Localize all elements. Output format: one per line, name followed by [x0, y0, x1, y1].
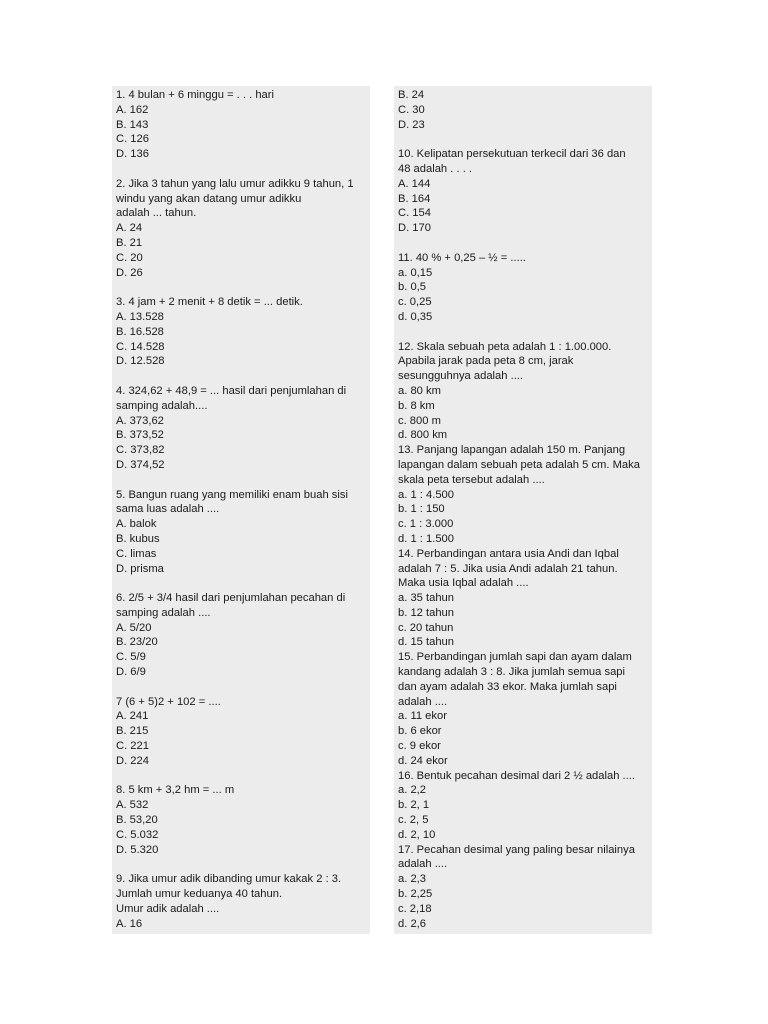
- answer-option: d. 800 km: [398, 429, 448, 442]
- answer-option: D. 6/9: [116, 666, 146, 679]
- answer-option: C. 154: [398, 207, 431, 220]
- blank-line: [398, 236, 648, 251]
- answer-option: B. 373,52: [116, 429, 164, 442]
- text-line: adalah ....: [398, 695, 448, 708]
- question-text: 8. 5 km + 3,2 hm = ... m: [116, 784, 235, 797]
- answer-option: b. 8 km: [398, 399, 435, 412]
- answer-option: D. 5.320: [116, 843, 159, 856]
- answer-option: c. 1 : 3.000: [398, 518, 454, 531]
- answer-option: A. 532: [116, 799, 149, 812]
- answer-option: A. 13.528: [116, 310, 164, 323]
- blank-line: [116, 280, 366, 295]
- question-text: 15. Perbandingan jumlah sapi dan ayam dalam: [398, 651, 632, 664]
- answer-option: b. 0,5: [398, 281, 426, 294]
- text-line: skala peta tersebut adalah ....: [398, 473, 545, 486]
- question-text: 48 adalah . . . .: [398, 162, 473, 175]
- answer-option: A. 16: [116, 917, 143, 930]
- answer-option: A. 241: [116, 710, 149, 723]
- question-text: 12. Skala sebuah peta adalah 1 : 1.00.000.: [398, 340, 612, 353]
- answer-option: d. 2,6: [398, 917, 426, 930]
- text-line: lapangan dalam sebuah peta adalah 5 cm. Maka: [398, 458, 640, 471]
- answer-option: C. 221: [116, 740, 149, 753]
- text-line: Umur adik adalah ....: [116, 902, 220, 915]
- answer-option: C. 126: [116, 133, 149, 146]
- answer-option: B. 164: [398, 192, 431, 205]
- question-text: 1. 4 bulan + 6 minggu = . . . hari: [116, 89, 274, 101]
- blank-line: [116, 680, 366, 695]
- answer-option: a. 0,15: [398, 266, 433, 279]
- answer-option: b. 6 ekor: [398, 725, 442, 738]
- blank-line: [398, 132, 648, 147]
- answer-option: B. 21: [116, 236, 143, 249]
- answer-option: b. 2, 1: [398, 799, 430, 812]
- answer-option: C. 5.032: [116, 828, 159, 841]
- answer-option: D. 374,52: [116, 458, 165, 471]
- answer-option: b. 1 : 150: [398, 503, 445, 516]
- blank-line: [116, 857, 366, 872]
- question-text: 14. Perbandingan antara usia Andi dan Iqbal: [398, 547, 619, 560]
- answer-option: c. 0,25: [398, 296, 432, 309]
- answer-option: A. 24: [116, 222, 143, 235]
- text-line: samping adalah ....: [116, 606, 211, 619]
- answer-option: A. 162: [116, 103, 149, 116]
- answer-option: B. kubus: [116, 532, 160, 545]
- text-line: dan ayam adalah 33 ekor. Maka jumlah sapi: [398, 680, 617, 693]
- answer-option: A. 373,62: [116, 414, 164, 427]
- answer-option: D. 23: [398, 118, 425, 131]
- text-line: Jumlah umur keduanya 40 tahun.: [116, 888, 283, 901]
- answer-option: C. 5/9: [116, 651, 146, 664]
- question-text: 9. Jika umur adik dibanding umur kakak 2 : 3.: [116, 873, 342, 886]
- blank-line: [116, 473, 366, 488]
- question-text: 13. Panjang lapangan adalah 150 m. Panjang: [398, 444, 626, 457]
- answer-option: D. 12.528: [116, 355, 165, 368]
- question-text: 17. Pecahan desimal yang paling besar nilainya: [398, 843, 635, 856]
- answer-option: d. 2, 10: [398, 828, 436, 841]
- answer-option: C. 30: [398, 103, 425, 116]
- text-line: sama luas adalah ....: [116, 503, 220, 516]
- answer-option: B. 53,20: [116, 814, 158, 827]
- answer-option: a. 1 : 4.500: [398, 488, 454, 501]
- answer-option: a. 11 ekor: [398, 710, 447, 723]
- text-line: Maka usia Iqbal adalah ....: [398, 577, 529, 590]
- answer-option: B. 23/20: [116, 636, 158, 649]
- answer-option: A. 144: [398, 177, 431, 190]
- answer-option: D. 170: [398, 222, 431, 235]
- question-text: 11. 40 % + 0,25 – ½ = .....: [398, 251, 526, 264]
- answer-option: a. 35 tahun: [398, 592, 454, 605]
- answer-option: a. 2,3: [398, 873, 426, 886]
- answer-option: B. 143: [116, 118, 149, 131]
- answer-option: a. 2,2: [398, 784, 426, 797]
- text-line: windu yang akan datang umur adikku: [116, 192, 302, 205]
- text-line: adalah 7 : 5. Jika usia Andi adalah 21 tahun.: [398, 562, 618, 575]
- blank-line: [398, 325, 648, 340]
- left-column: [112, 86, 370, 934]
- blank-line: [116, 369, 366, 384]
- text-line: adalah ... tahun.: [116, 207, 197, 220]
- question-text: 6. 2/5 + 3/4 hasil dari penjumlahan pecahan di: [116, 592, 346, 605]
- answer-option: c. 2, 5: [398, 814, 429, 827]
- answer-option: c. 800 m: [398, 414, 441, 427]
- answer-option: B. 16.528: [116, 325, 164, 338]
- right-column: [394, 86, 652, 934]
- question-text: 3. 4 jam + 2 menit + 8 detik = ... detik.: [116, 296, 303, 309]
- question-text: 2. Jika 3 tahun yang lalu umur adikku 9 tahun, 1: [116, 177, 354, 190]
- answer-option: b. 2,25: [398, 888, 433, 901]
- answer-option: c. 9 ekor: [398, 740, 441, 753]
- question-text: 16. Bentuk pecahan desimal dari 2 ½ adalah ....: [398, 769, 635, 782]
- blank-line: [116, 162, 366, 177]
- answer-option: C. 373,82: [116, 444, 165, 457]
- blank-line: [116, 769, 366, 784]
- text-line: sesungguhnya adalah ....: [398, 370, 524, 383]
- answer-option: C. 20: [116, 251, 143, 264]
- answer-option: d. 1 : 1.500: [398, 532, 454, 545]
- answer-option: B. 215: [116, 725, 149, 738]
- answer-option: B. 24: [398, 89, 425, 101]
- answer-option: b. 12 tahun: [398, 606, 454, 619]
- answer-option: D. 224: [116, 754, 149, 767]
- question-text: 4. 324,62 + 48,9 = ... hasil dari penjumlahan di: [116, 384, 347, 397]
- question-text: 10. Kelipatan persekutuan terkecil dari 36 dan: [398, 148, 626, 161]
- answer-option: D. 26: [116, 266, 143, 279]
- text-line: kandang adalah 3 : 8. Jika jumlah semua sapi: [398, 666, 626, 679]
- blank-line: [116, 576, 366, 591]
- answer-option: c. 20 tahun: [398, 621, 454, 634]
- answer-option: D. 136: [116, 148, 149, 161]
- text-line: Apabila jarak pada peta 8 cm, jarak: [398, 355, 574, 368]
- answer-option: C. limas: [116, 547, 157, 560]
- text-line: adalah ....: [398, 858, 448, 871]
- answer-option: a. 80 km: [398, 384, 441, 397]
- answer-option: d. 24 ekor: [398, 754, 448, 767]
- answer-option: c. 2,18: [398, 902, 432, 915]
- answer-option: d. 15 tahun: [398, 636, 454, 649]
- text-line: samping adalah....: [116, 399, 208, 412]
- question-text: 7 (6 + 5)2 + 102 = ....: [116, 695, 221, 708]
- answer-option: D. prisma: [116, 562, 164, 575]
- answer-option: d. 0,35: [398, 310, 433, 323]
- answer-option: A. 5/20: [116, 621, 152, 634]
- answer-option: A. balok: [116, 518, 157, 531]
- answer-option: C. 14.528: [116, 340, 165, 353]
- question-text: 5. Bangun ruang yang memiliki enam buah sisi: [116, 488, 348, 501]
